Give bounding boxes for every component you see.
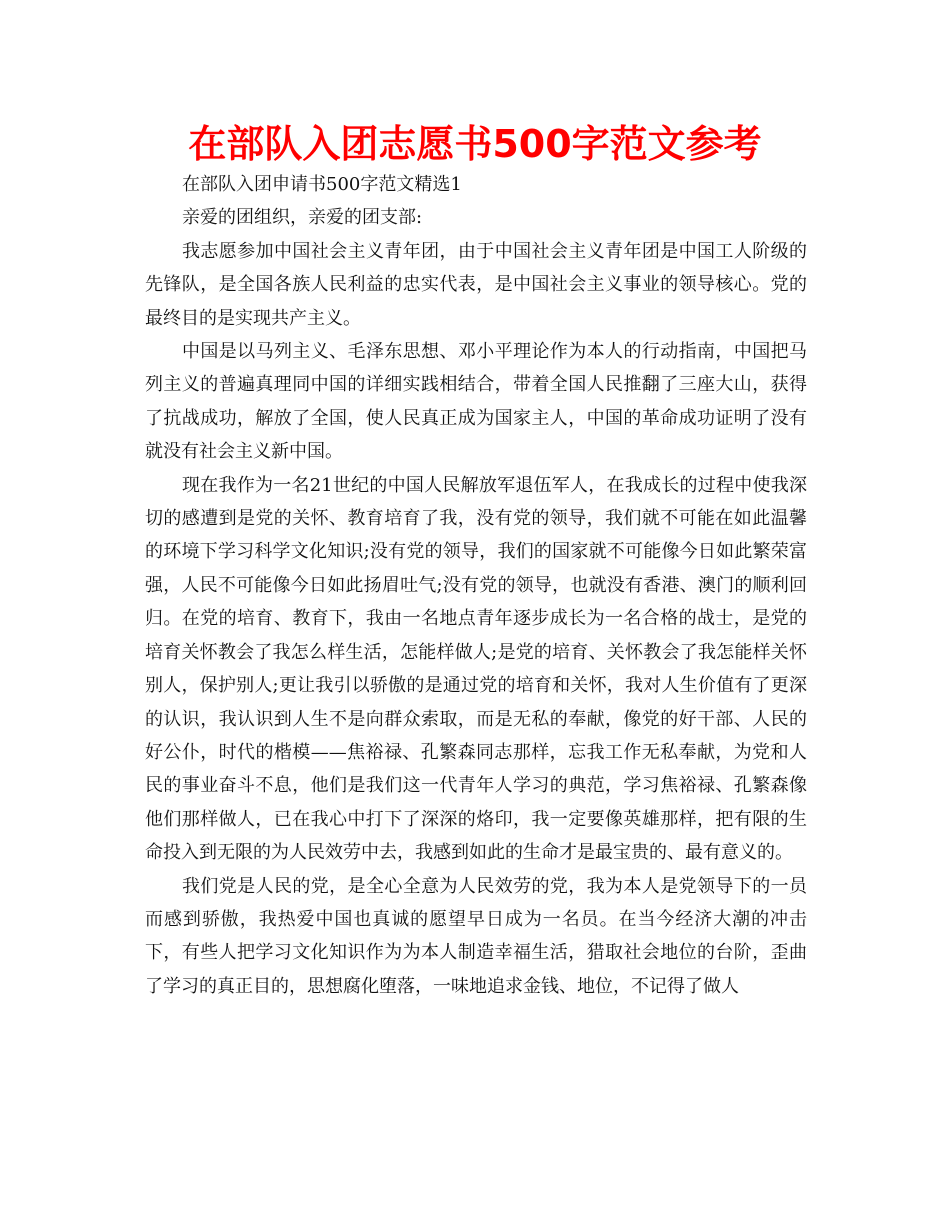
document-body (145, 168, 807, 1003)
paragraph: 现在我作为一名21世纪的中国人民解放军退伍军人，在我成长的过程中使我深切的感遭到是党的关怀、教育培育了我，没有党的领导，我们就不可能在如此温馨的环境下学习科学文化知识;没有党的领导，我们的国家就不可能像今日如此繁荣富强，人民不可能像今日如此扬眉吐气;没有党的领导，也就没有香港、澳门的顺利回归。在党的培育、教育下，我由一名地点青年逐步成长为一名合格的战士，是党的培育关怀教会了我怎么样生活，怎能样做人;是党的培育、关怀教会了我怎能样关怀别人，保护别人;更让我引以骄傲的是通过党的培育和关怀，我对人生价值有了更深的认识，我认识到人生不是向群众索取，而是无私的奉献，像党的好干部、人民的好公仆，时代的楷模——焦裕禄、孔繁森同志那样，忘我工作无私奉献，为党和人民的事业奋斗不息，他们是我们这一代青年人学习的典范，学习焦裕禄、孔繁森像他们那样做人，已在我心中打下了深深的烙印，我一定要像英雄那样，把有限的生命投入到无限的为人民效劳中去，我感到如此的生命才是最宝贵的、最有意义的。 (145, 474, 807, 864)
paragraph: 我志愿参加中国社会主义青年团，由于中国社会主义青年团是中国工人阶级的先锋队，是全国各族人民利益的忠实代表，是中国社会主义事业的领导核心。党的最终目的是实现共产主义。 (145, 240, 807, 329)
paragraph: 中国是以马列主义、毛泽东思想、邓小平理论作为本人的行动指南，中国把马列主义的普遍真理同中国的详细实践相结合，带着全国人民推翻了三座大山，获得了抗战成功，解放了全国，使人民真正成为国家主人，中国的革命成功证明了没有就没有社会主义新中国。 (145, 341, 807, 463)
paragraph: 我们党是人民的党，是全心全意为人民效劳的党，我为本人是党领导下的一员而感到骄傲，我热爱中国也真诚的愿望早日成为一名员。在当今经济大潮的冲击下，有些人把学习文化知识作为为本人制造幸福生活，猎取社会地位的台阶，歪曲了学习的真正目的，思想腐化堕落，一味地追求金钱、地位，不记得了做人 (145, 875, 807, 997)
document-title: 在部队入团志愿书500字范文参考 (188, 122, 762, 166)
paragraph-salutation: 亲爱的团组织，亲爱的团支部: (182, 207, 423, 229)
paragraph-subtitle: 在部队入团申请书500字范文精选1 (182, 174, 462, 195)
